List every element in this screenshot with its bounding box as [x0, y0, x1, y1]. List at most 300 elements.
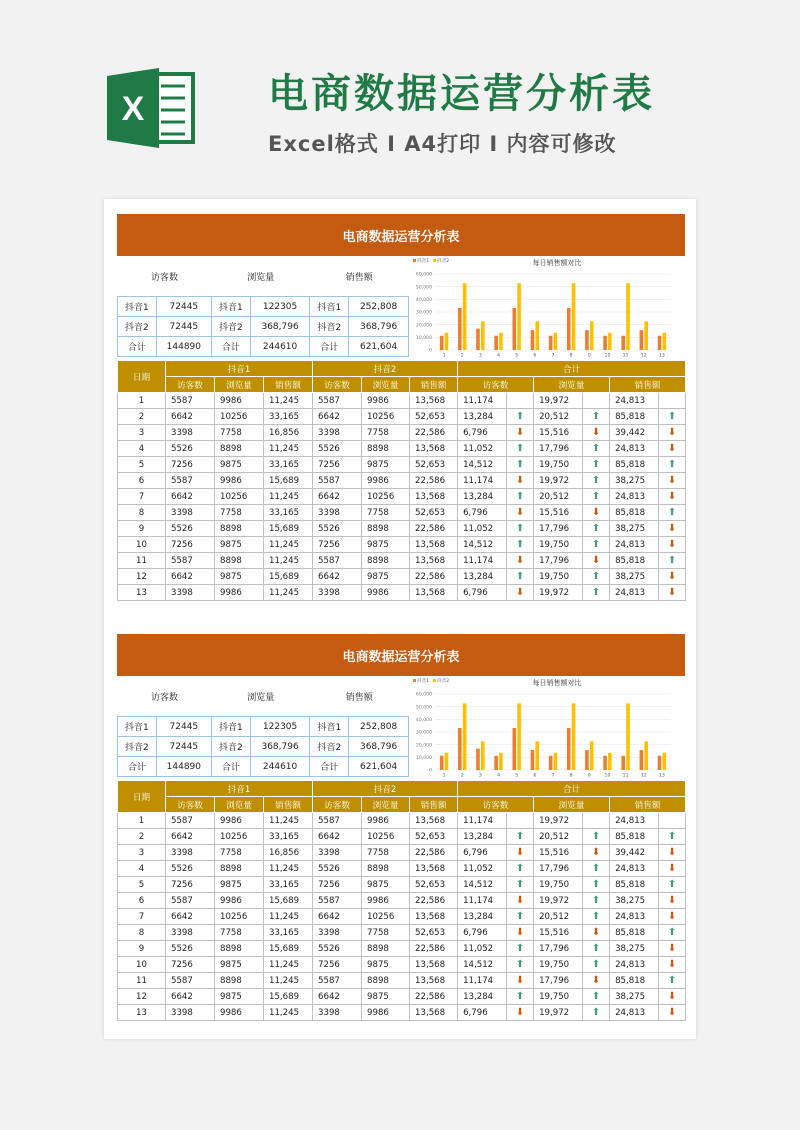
table-row: [118, 941, 686, 957]
douyin2-views-cell: 9875: [362, 877, 410, 893]
douyin2-views-cell: 9986: [362, 1005, 410, 1021]
chart-bar: [663, 333, 667, 350]
douyin1-sales-cell: 11,245: [264, 861, 313, 877]
douyin1-sales-cell: 11,245: [264, 813, 313, 829]
trend-cell: [659, 973, 686, 989]
douyin1-visitors-cell: 5526: [166, 521, 215, 537]
table-row: [118, 441, 686, 457]
chart-bar: [640, 750, 644, 770]
trend-cell: [583, 473, 610, 489]
arrow-up-icon: ⬆: [667, 555, 677, 566]
trend-cell: [507, 585, 534, 601]
douyin2-sales-cell: 13,568: [410, 585, 458, 601]
trend-cell: [659, 861, 686, 877]
table-row: [118, 473, 686, 489]
chart-bar: [535, 741, 539, 770]
group-header-row: [118, 781, 686, 797]
douyin2-visitors-cell: 3398: [313, 505, 362, 521]
arrow-up-icon: ⬆: [667, 927, 677, 938]
trend-cell: [507, 409, 534, 425]
total-sales-cell: 85,818: [610, 925, 659, 941]
chart-bar: [494, 756, 498, 770]
douyin2-visitors-cell: 7256: [313, 457, 362, 473]
total-visitors-cell: 11,174: [458, 973, 507, 989]
x-tick-label: 12: [640, 773, 647, 779]
arrow-up-icon: ⬆: [515, 943, 525, 954]
trend-cell: [659, 569, 686, 585]
douyin1-views-cell: 10256: [215, 829, 264, 845]
trend-cell: [583, 1005, 610, 1021]
arrow-down-icon: ⬇: [667, 911, 677, 922]
trend-cell: [659, 845, 686, 861]
total-visitors-cell: 11,174: [458, 893, 507, 909]
total-visitors-cell: 13,284: [458, 569, 507, 585]
chart-bar: [481, 741, 485, 770]
y-tick-label: 40,000: [415, 297, 432, 303]
table-row: [118, 925, 686, 941]
table-row: [118, 909, 686, 925]
arrow-down-icon: ⬇: [591, 555, 601, 566]
trend-cell: [659, 473, 686, 489]
date-cell: 10: [118, 957, 166, 973]
douyin1-sales-cell: 15,689: [264, 569, 313, 585]
arrow-up-icon: ⬆: [591, 411, 601, 422]
total-sales-cell: 39,442: [610, 425, 659, 441]
chart-bar: [549, 336, 553, 350]
x-tick-label: 7: [551, 353, 555, 359]
douyin2-sales-cell: 22,586: [410, 425, 458, 441]
daily-data-table: [117, 780, 686, 1021]
group-header-douyin1: 抖音1: [166, 781, 313, 797]
total-visitors-cell: 11,052: [458, 941, 507, 957]
douyin1-visitors-cell: 5526: [166, 861, 215, 877]
chart-bar: [626, 283, 630, 350]
x-tick-label: 3: [478, 773, 482, 779]
trend-cell: [659, 409, 686, 425]
total-sales-cell: 38,275: [610, 473, 659, 489]
douyin2-visitors-cell: 6642: [313, 569, 362, 585]
summary-row: [118, 757, 409, 777]
arrow-up-icon: ⬆: [667, 411, 677, 422]
douyin1-visitors-cell: 6642: [166, 489, 215, 505]
trend-cell: [659, 521, 686, 537]
chart-bar: [499, 333, 503, 350]
hero-title: 电商数据运营分析表: [268, 71, 655, 117]
total-visitors-cell: 11,052: [458, 521, 507, 537]
douyin2-visitors-cell: 6642: [313, 909, 362, 925]
total-views-cell: 19,972: [534, 473, 583, 489]
total-visitors-cell: 14,512: [458, 457, 507, 473]
trend-cell: [583, 569, 610, 585]
summary-label: 抖音2: [310, 737, 349, 757]
arrow-down-icon: ⬇: [667, 959, 677, 970]
summary-label: 抖音1: [310, 717, 349, 737]
arrow-up-icon: ⬆: [515, 959, 525, 970]
trend-cell: [583, 521, 610, 537]
summary-label: 抖音2: [310, 317, 349, 337]
x-tick-label: 6: [533, 773, 537, 779]
sub-header-sales: 销售额: [410, 377, 458, 393]
x-tick-label: 4: [497, 353, 501, 359]
arrow-up-icon: ⬆: [591, 443, 601, 454]
table-row: [118, 457, 686, 473]
trend-cell: [507, 505, 534, 521]
douyin2-views-cell: 9986: [362, 893, 410, 909]
report-title: 电商数据运营分析表: [117, 634, 685, 676]
trend-cell: [507, 441, 534, 457]
douyin2-visitors-cell: 7256: [313, 957, 362, 973]
summary-views-value: 122305: [250, 297, 310, 317]
y-tick-label: 10,000: [415, 755, 432, 761]
sub-header-sales: 销售额: [264, 797, 313, 813]
total-sales-cell: 24,813: [610, 489, 659, 505]
arrow-up-icon: ⬆: [591, 879, 601, 890]
sub-header-views: 浏览量: [215, 377, 264, 393]
sub-header-views: 浏览量: [534, 797, 610, 813]
douyin1-views-cell: 10256: [215, 909, 264, 925]
summary-row: [118, 737, 409, 757]
chart-bar: [517, 703, 521, 770]
chart-bar: [512, 728, 516, 770]
summary-label: 合计: [118, 757, 157, 777]
douyin2-visitors-cell: 3398: [313, 585, 362, 601]
douyin2-sales-cell: 13,568: [410, 537, 458, 553]
group-header-douyin2: 抖音2: [313, 781, 458, 797]
total-visitors-cell: 14,512: [458, 957, 507, 973]
arrow-up-icon: ⬆: [667, 831, 677, 842]
total-sales-cell: 38,275: [610, 569, 659, 585]
douyin1-views-cell: 9986: [215, 393, 264, 409]
chart-bar: [603, 756, 607, 770]
douyin2-sales-cell: 22,586: [410, 941, 458, 957]
trend-cell: [583, 957, 610, 973]
table-row: [118, 505, 686, 521]
date-cell: 3: [118, 845, 166, 861]
trend-cell: [583, 909, 610, 925]
douyin2-visitors-cell: 6642: [313, 829, 362, 845]
arrow-down-icon: ⬇: [515, 927, 525, 938]
douyin2-views-cell: 9986: [362, 813, 410, 829]
sub-header-row: [118, 797, 686, 813]
x-tick-label: 13: [658, 773, 665, 779]
sales-chart: [409, 676, 685, 780]
douyin1-views-cell: 10256: [215, 409, 264, 425]
date-cell: 12: [118, 989, 166, 1005]
hero-banner: [0, 0, 800, 190]
douyin1-views-cell: 9986: [215, 1005, 264, 1021]
douyin2-visitors-cell: 6642: [313, 409, 362, 425]
douyin2-sales-cell: 13,568: [410, 393, 458, 409]
douyin2-sales-cell: 13,568: [410, 489, 458, 505]
arrow-up-icon: ⬆: [515, 991, 525, 1002]
total-sales-cell: 24,813: [610, 393, 659, 409]
trend-cell: [583, 877, 610, 893]
summary-label: 抖音2: [212, 317, 251, 337]
total-views-cell: 20,512: [534, 489, 583, 505]
arrow-up-icon: ⬆: [591, 459, 601, 470]
trend-cell: [507, 457, 534, 473]
table-row: [118, 973, 686, 989]
summary-sales-value: 368,796: [349, 317, 409, 337]
douyin1-sales-cell: 33,165: [264, 829, 313, 845]
summary-views-value: 368,796: [250, 317, 310, 337]
date-cell: 3: [118, 425, 166, 441]
douyin1-views-cell: 9875: [215, 569, 264, 585]
total-visitors-cell: 14,512: [458, 877, 507, 893]
arrow-down-icon: ⬇: [667, 523, 677, 534]
douyin1-views-cell: 8898: [215, 973, 264, 989]
table-row: [118, 957, 686, 973]
total-visitors-cell: 6,796: [458, 425, 507, 441]
chart-bar: [658, 336, 662, 350]
douyin1-views-cell: 9875: [215, 537, 264, 553]
table-row: [118, 553, 686, 569]
sub-header-row: [118, 377, 686, 393]
douyin1-sales-cell: 15,689: [264, 989, 313, 1005]
douyin2-views-cell: 7758: [362, 425, 410, 441]
sub-header-sales: 销售额: [264, 377, 313, 393]
douyin2-views-cell: 8898: [362, 553, 410, 569]
trend-cell: [507, 521, 534, 537]
douyin1-visitors-cell: 6642: [166, 409, 215, 425]
total-visitors-cell: 13,284: [458, 909, 507, 925]
summary-sales-value: 621,604: [349, 757, 409, 777]
total-views-cell: 19,750: [534, 877, 583, 893]
arrow-down-icon: ⬇: [667, 475, 677, 486]
summary-views-value: 368,796: [250, 737, 310, 757]
trend-cell: [507, 813, 534, 829]
x-tick-label: 12: [640, 353, 647, 359]
trend-cell: [659, 585, 686, 601]
total-sales-cell: 24,813: [610, 957, 659, 973]
douyin2-visitors-cell: 3398: [313, 425, 362, 441]
douyin1-visitors-cell: 6642: [166, 989, 215, 1005]
douyin2-visitors-cell: 5526: [313, 861, 362, 877]
summary-visitors-value: 72445: [156, 297, 211, 317]
sub-header-visitors: 访客数: [166, 797, 215, 813]
chart-bar: [463, 703, 467, 770]
chart-bar: [567, 308, 571, 350]
arrow-up-icon: ⬆: [591, 587, 601, 598]
report-sheet: [104, 199, 696, 1039]
legend-swatch: [433, 679, 436, 682]
douyin1-visitors-cell: 5587: [166, 393, 215, 409]
total-views-cell: 19,750: [534, 957, 583, 973]
summary-label: 抖音2: [212, 737, 251, 757]
douyin1-visitors-cell: 7256: [166, 877, 215, 893]
douyin1-views-cell: 8898: [215, 941, 264, 957]
total-sales-cell: 24,813: [610, 441, 659, 457]
arrow-up-icon: ⬆: [591, 491, 601, 502]
trend-cell: [659, 813, 686, 829]
douyin1-sales-cell: 11,245: [264, 1005, 313, 1021]
trend-cell: [659, 925, 686, 941]
table-row: [118, 989, 686, 1005]
douyin2-sales-cell: 52,653: [410, 505, 458, 521]
douyin1-views-cell: 8898: [215, 521, 264, 537]
summary-label: 抖音2: [118, 737, 157, 757]
arrow-down-icon: ⬇: [515, 587, 525, 598]
legend-label: 抖音1: [417, 259, 430, 264]
x-tick-label: 7: [551, 773, 555, 779]
legend-label: 抖音2: [437, 679, 450, 684]
summary-label: 抖音1: [212, 717, 251, 737]
douyin2-sales-cell: 13,568: [410, 553, 458, 569]
date-cell: 1: [118, 393, 166, 409]
table-row: [118, 537, 686, 553]
douyin2-sales-cell: 13,568: [410, 441, 458, 457]
total-views-cell: 19,972: [534, 893, 583, 909]
x-tick-label: 5: [515, 353, 519, 359]
date-cell: 13: [118, 585, 166, 601]
date-cell: 9: [118, 521, 166, 537]
douyin2-visitors-cell: 5526: [313, 521, 362, 537]
trend-cell: [583, 553, 610, 569]
chart-bar: [554, 753, 558, 770]
arrow-down-icon: ⬇: [667, 539, 677, 550]
trend-cell: [583, 861, 610, 877]
sub-header-visitors: 访客数: [458, 797, 534, 813]
group-header-total: 合计: [458, 781, 686, 797]
douyin1-views-cell: 8898: [215, 441, 264, 457]
arrow-down-icon: ⬇: [667, 587, 677, 598]
douyin2-views-cell: 10256: [362, 409, 410, 425]
date-cell: 7: [118, 909, 166, 925]
trend-cell: [507, 393, 534, 409]
summary-views-value: 244610: [250, 757, 310, 777]
total-views-cell: 17,796: [534, 941, 583, 957]
x-tick-label: 13: [658, 353, 665, 359]
arrow-up-icon: ⬆: [591, 895, 601, 906]
arrow-down-icon: ⬇: [591, 975, 601, 986]
douyin2-views-cell: 8898: [362, 441, 410, 457]
douyin2-sales-cell: 52,653: [410, 409, 458, 425]
douyin2-visitors-cell: 5526: [313, 441, 362, 457]
summary-views-value: 122305: [250, 717, 310, 737]
table-row: [118, 393, 686, 409]
total-sales-cell: 85,818: [610, 829, 659, 845]
douyin2-sales-cell: 13,568: [410, 957, 458, 973]
y-tick-label: 0: [429, 768, 432, 774]
trend-cell: [583, 441, 610, 457]
trend-cell: [507, 925, 534, 941]
douyin1-visitors-cell: 3398: [166, 505, 215, 521]
arrow-down-icon: ⬇: [667, 571, 677, 582]
total-views-cell: 19,750: [534, 569, 583, 585]
douyin1-sales-cell: 11,245: [264, 585, 313, 601]
arrow-down-icon: ⬇: [515, 427, 525, 438]
date-cell: 9: [118, 941, 166, 957]
chart-bar: [458, 308, 462, 350]
summary-header-sales: 销售额: [345, 692, 373, 703]
douyin2-sales-cell: 13,568: [410, 1005, 458, 1021]
x-tick-label: 4: [497, 773, 501, 779]
legend-label: 抖音1: [417, 679, 430, 684]
arrow-up-icon: ⬆: [515, 879, 525, 890]
chart-bar: [531, 330, 535, 350]
total-views-cell: 20,512: [534, 909, 583, 925]
y-tick-label: 20,000: [415, 743, 432, 749]
douyin1-sales-cell: 33,165: [264, 457, 313, 473]
total-views-cell: 17,796: [534, 521, 583, 537]
trend-cell: [659, 393, 686, 409]
trend-cell: [659, 537, 686, 553]
summary-header-views: 浏览量: [247, 272, 275, 283]
chart-bar: [608, 753, 612, 770]
total-views-cell: 15,516: [534, 925, 583, 941]
trend-cell: [583, 973, 610, 989]
summary-header-visitors: 访客数: [150, 692, 178, 703]
trend-cell: [507, 553, 534, 569]
chart-bar: [440, 756, 444, 770]
douyin1-visitors-cell: 3398: [166, 585, 215, 601]
trend-cell: [583, 925, 610, 941]
douyin2-sales-cell: 22,586: [410, 845, 458, 861]
arrow-down-icon: ⬇: [667, 427, 677, 438]
douyin1-views-cell: 7758: [215, 425, 264, 441]
chart-bar: [512, 308, 516, 350]
table-row: [118, 1005, 686, 1021]
douyin2-views-cell: 8898: [362, 973, 410, 989]
trend-cell: [659, 957, 686, 973]
table-row: [118, 813, 686, 829]
chart-bar: [549, 756, 553, 770]
table-row: [118, 489, 686, 505]
arrow-up-icon: ⬆: [591, 959, 601, 970]
date-cell: 5: [118, 877, 166, 893]
sales-chart: [409, 256, 685, 360]
arrow-up-icon: ⬆: [667, 459, 677, 470]
total-visitors-cell: 11,174: [458, 553, 507, 569]
summary-header-row: [118, 676, 409, 717]
x-tick-label: 11: [622, 353, 629, 359]
arrow-down-icon: ⬇: [591, 507, 601, 518]
chart-bar: [476, 329, 480, 350]
summary-header-sales: 销售额: [345, 272, 373, 283]
arrow-down-icon: ⬇: [591, 927, 601, 938]
trend-cell: [659, 1005, 686, 1021]
douyin2-views-cell: 10256: [362, 829, 410, 845]
trend-cell: [507, 989, 534, 1005]
date-cell: 4: [118, 861, 166, 877]
total-visitors-cell: 6,796: [458, 585, 507, 601]
summary-row: [118, 337, 409, 357]
douyin1-sales-cell: 11,245: [264, 553, 313, 569]
trend-cell: [659, 989, 686, 1005]
trend-cell: [507, 877, 534, 893]
douyin1-visitors-cell: 5526: [166, 441, 215, 457]
arrow-up-icon: ⬆: [591, 863, 601, 874]
douyin2-visitors-cell: 5587: [313, 553, 362, 569]
douyin2-views-cell: 9986: [362, 473, 410, 489]
douyin1-sales-cell: 11,245: [264, 973, 313, 989]
date-cell: 1: [118, 813, 166, 829]
chart-bar: [590, 741, 594, 770]
douyin2-views-cell: 9875: [362, 957, 410, 973]
douyin1-sales-cell: 11,245: [264, 909, 313, 925]
chart-bar: [572, 283, 576, 350]
chart-bar: [554, 333, 558, 350]
summary-row: [118, 317, 409, 337]
trend-cell: [659, 941, 686, 957]
arrow-down-icon: ⬇: [667, 895, 677, 906]
douyin1-views-cell: 8898: [215, 553, 264, 569]
sub-header-visitors: 访客数: [313, 377, 362, 393]
douyin2-sales-cell: 22,586: [410, 893, 458, 909]
summary-visitors-value: 72445: [156, 717, 211, 737]
douyin1-visitors-cell: 7256: [166, 957, 215, 973]
douyin1-views-cell: 9875: [215, 877, 264, 893]
